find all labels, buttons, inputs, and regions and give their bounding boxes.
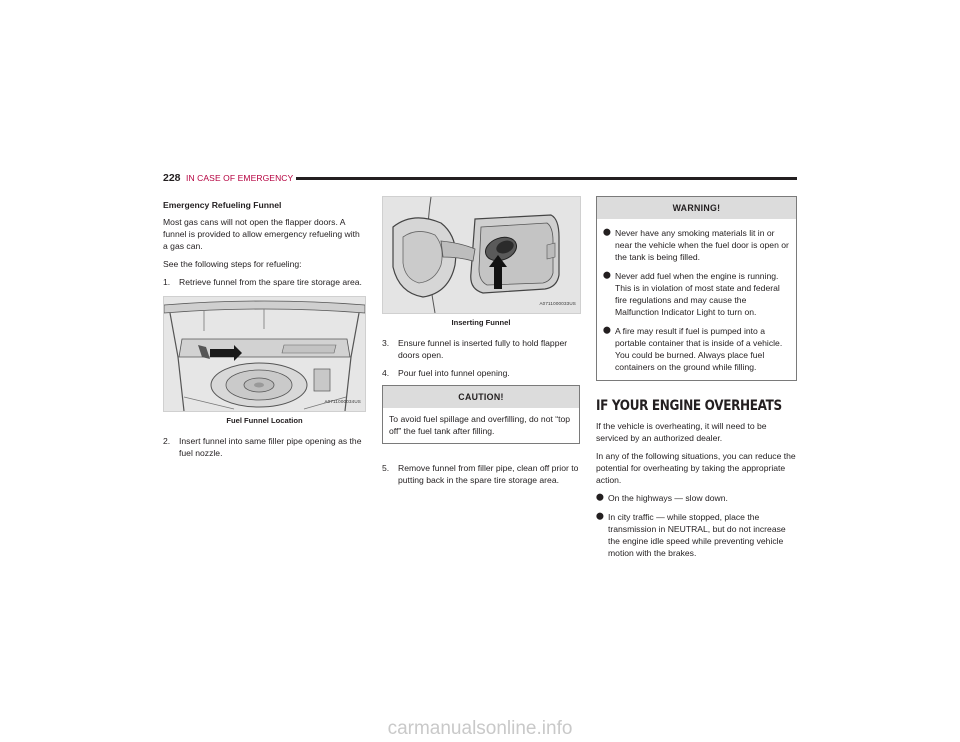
step-1 (163, 276, 366, 288)
warning-item: ⬤ Never add fuel when the engine is running. This is in violation of most state and federal fire regulations and may cause the Malfunction Indicator Light to turn on. (603, 271, 780, 317)
warning-item: ⬤ Never have any smoking materials lit in or near the vehicle when the fuel door is open or the tank is being filled. (603, 228, 789, 262)
bullet-icon: ⬤ (596, 513, 604, 520)
column-3 (596, 196, 797, 566)
step-number: 4. (382, 368, 390, 378)
warning-title: WARNING! (597, 197, 796, 219)
step-number: 2. (163, 436, 171, 446)
step-3 (382, 337, 580, 361)
bullet-icon: ⬤ (603, 229, 611, 236)
fuel-door-illustration (383, 197, 580, 313)
paragraph: Most gas cans will not open the flapper doors. A funnel is provided to allow emergency refueling with a gas can. (163, 217, 360, 251)
step-text: Pour fuel into funnel opening. (398, 368, 510, 378)
figure-caption: Inserting Funnel (451, 318, 511, 327)
step-text: Ensure funnel is inserted fully to hold flapper doors open. (398, 338, 568, 360)
warning-box (596, 196, 797, 381)
step-5 (382, 462, 580, 486)
inserting-funnel-figure (382, 196, 581, 314)
column-1 (163, 199, 366, 465)
warning-item: ⬤ A fire may result if fuel is pumped into a portable container that is inside of a vehicle. You could be burned. Always place fuel containers on the ground while filling. (603, 326, 783, 372)
subheading: Emergency Refueling Funnel (163, 200, 282, 210)
list-item: ⬤ On the highways — slow down. (596, 493, 728, 503)
figure-code: A0711000034US (324, 399, 361, 404)
paragraph: If the vehicle is overheating, it will need to be serviced by an authorized dealer. (596, 421, 767, 443)
bullet-icon: ⬤ (596, 494, 604, 501)
figure-code: A0711000033US (539, 301, 576, 306)
step-4 (382, 367, 580, 379)
page-header (163, 172, 797, 186)
caution-box (382, 385, 580, 444)
step-number: 5. (382, 463, 390, 473)
page-number: 228 (163, 172, 181, 184)
paragraph: In any of the following situations, you can reduce the potential for overheating by taking the appropriate action. (596, 451, 796, 485)
caution-title: CAUTION! (383, 386, 579, 408)
bullet-icon: ⬤ (603, 327, 611, 334)
figure-caption: Fuel Funnel Location (226, 416, 303, 425)
header-rule (296, 177, 797, 180)
step-text: Remove funnel from filler pipe, clean off prior to putting back in the spare tire storage area. (398, 463, 579, 485)
watermark: carmanualsonline.info (387, 718, 573, 739)
section-heading: IF YOUR ENGINE OVERHEATS (596, 398, 782, 414)
paragraph: See the following steps for refueling: (163, 259, 302, 269)
list-item: ⬤ In city traffic — while stopped, place the transmission in NEUTRAL, but do not increase the engine idle speed while preventing vehicle motion with the brakes. (596, 512, 786, 558)
step-number: 1. (163, 277, 171, 287)
step-text: Insert funnel into same filler pipe opening as the fuel nozzle. (179, 436, 362, 458)
section-title: IN CASE OF EMERGENCY (186, 173, 294, 183)
step-text: Retrieve funnel from the spare tire storage area. (179, 277, 362, 287)
caution-text: To avoid fuel spillage and overfilling, do not “top off” the fuel tank after filling. (389, 414, 571, 436)
trunk-illustration (164, 297, 365, 411)
step-number: 3. (382, 338, 390, 348)
column-2 (382, 196, 580, 492)
step-2 (163, 435, 366, 459)
bullet-icon: ⬤ (603, 272, 611, 279)
fuel-funnel-location-figure (163, 296, 366, 412)
warning-body (597, 219, 796, 373)
